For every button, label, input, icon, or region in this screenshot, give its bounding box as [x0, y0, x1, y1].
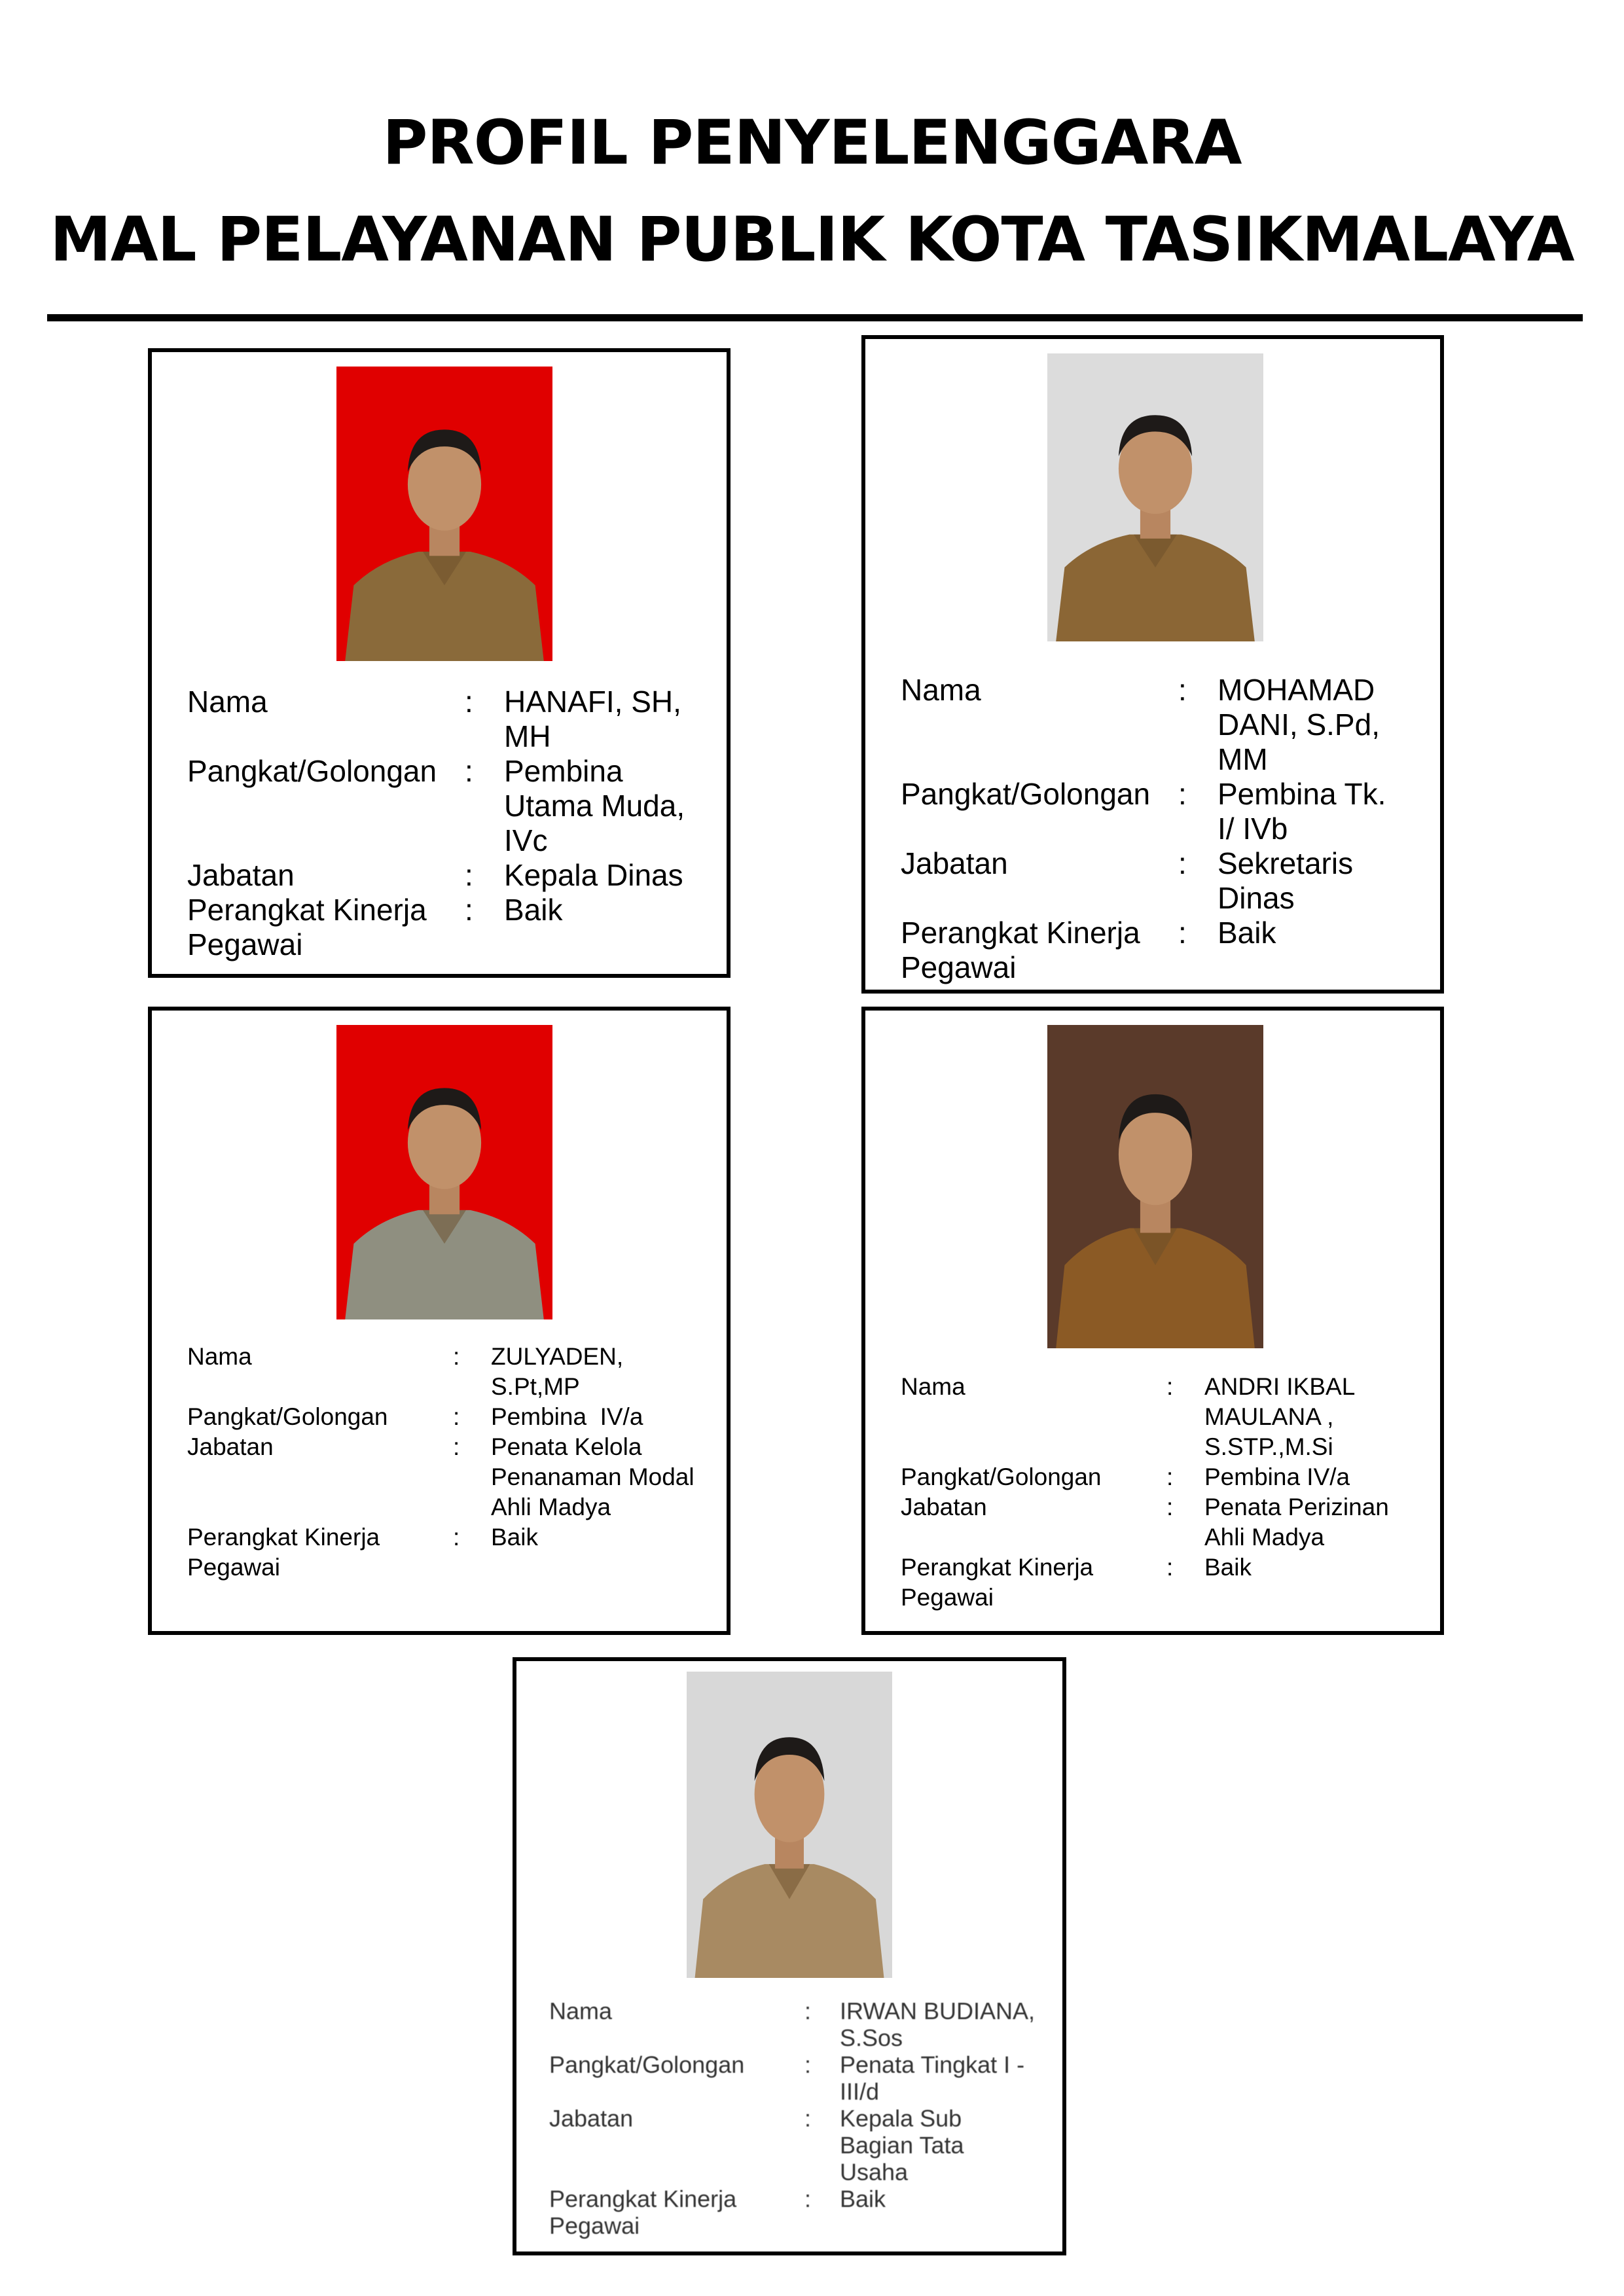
colon: :: [453, 1524, 460, 1551]
label-kinerja: Perangkat Kinerja Pegawai: [901, 916, 1140, 984]
colon: :: [804, 1998, 812, 2024]
profile-photo-1: [336, 367, 552, 661]
title-divider: [47, 314, 1583, 321]
profile-photo-4: [1047, 1025, 1263, 1348]
colon: :: [465, 754, 473, 788]
colon: :: [453, 1343, 460, 1370]
profile-info-4: [901, 1372, 1424, 1613]
label-kinerja: Perangkat Kinerja Pegawai: [901, 1554, 1094, 1611]
colon: :: [804, 2105, 812, 2132]
value-nama: HANAFI, SH, MH: [504, 685, 681, 753]
label-kinerja: Perangkat Kinerja Pegawai: [187, 1524, 380, 1581]
label-nama: Nama: [549, 1998, 613, 2024]
colon: :: [1178, 777, 1187, 811]
colon: :: [453, 1403, 460, 1430]
value-pangkat: Penata Tingkat I - III/d: [840, 2051, 1025, 2105]
label-pangkat: Pangkat/Golongan: [187, 754, 437, 788]
page-title-line-1: PROFIL PENYELENGGARA: [382, 107, 1242, 179]
label-jabatan: Jabatan: [901, 846, 1008, 880]
value-kinerja: Baik: [1204, 1554, 1252, 1581]
profile-card-5: [513, 1657, 1066, 2255]
profile-info-5: [549, 1998, 1053, 2239]
label-nama: Nama: [187, 1343, 252, 1370]
page-title-line-2: MAL PELAYANAN PUBLIK KOTA TASIKMALAYA: [50, 204, 1574, 276]
colon: :: [465, 858, 473, 892]
colon: :: [453, 1433, 460, 1460]
label-pangkat: Pangkat/Golongan: [187, 1403, 388, 1430]
profile-info-1: [187, 685, 711, 962]
label-jabatan: Jabatan: [549, 2105, 634, 2132]
label-jabatan: Jabatan: [187, 1433, 274, 1460]
label-kinerja: Perangkat Kinerja Pegawai: [187, 893, 427, 961]
value-jabatan: Sekretaris Dinas: [1218, 846, 1354, 915]
value-kinerja: Baik: [840, 2185, 886, 2212]
value-nama: ZULYADEN, S.Pt,MP: [491, 1343, 624, 1400]
value-jabatan: Kepala Dinas: [504, 858, 683, 892]
label-jabatan: Jabatan: [187, 858, 295, 892]
value-nama: MOHAMAD DANI, S.Pd, MM: [1218, 673, 1380, 776]
colon: :: [465, 893, 473, 927]
value-pangkat: Pembina IV/a: [1204, 1463, 1350, 1490]
colon: :: [1166, 1494, 1174, 1520]
label-nama: Nama: [901, 673, 981, 707]
profile-photo-3: [336, 1025, 552, 1319]
value-pangkat: Pembina Utama Muda, IVc: [504, 754, 685, 857]
profile-card-4: [861, 1007, 1444, 1635]
value-pangkat: Pembina IV/a: [491, 1403, 643, 1430]
value-kinerja: Baik: [491, 1524, 538, 1551]
label-pangkat: Pangkat/Golongan: [901, 777, 1151, 811]
profile-info-2: [901, 673, 1424, 985]
colon: :: [1178, 916, 1187, 950]
colon: :: [804, 2051, 812, 2078]
colon: :: [1166, 1463, 1174, 1490]
profile-info-3: [187, 1342, 711, 1583]
label-nama: Nama: [187, 685, 268, 719]
label-pangkat: Pangkat/Golongan: [549, 2051, 745, 2078]
colon: :: [1178, 673, 1187, 707]
colon: :: [465, 685, 473, 719]
label-nama: Nama: [901, 1373, 965, 1400]
profile-card-1: [148, 348, 731, 978]
value-nama: IRWAN BUDIANA, S.Sos: [840, 1998, 1036, 2051]
value-jabatan: Penata Perizinan Ahli Madya: [1204, 1494, 1389, 1551]
profile-photo-2: [1047, 353, 1263, 641]
colon: :: [1166, 1373, 1174, 1400]
value-kinerja: Baik: [1218, 916, 1276, 950]
value-kinerja: Baik: [504, 893, 563, 927]
profile-card-2: [861, 335, 1444, 994]
colon: :: [1166, 1554, 1174, 1581]
label-kinerja: Perangkat Kinerja Pegawai: [549, 2185, 737, 2239]
value-jabatan: Kepala Sub Bagian Tata Usaha: [840, 2105, 964, 2185]
label-pangkat: Pangkat/Golongan: [901, 1463, 1102, 1490]
value-pangkat: Pembina Tk. I/ IVb: [1218, 777, 1386, 846]
profile-photo-5: [687, 1672, 892, 1978]
label-jabatan: Jabatan: [901, 1494, 987, 1520]
colon: :: [1178, 846, 1187, 880]
colon: :: [804, 2185, 812, 2212]
value-nama: ANDRI IKBAL MAULANA , S.STP.,M.Si: [1204, 1373, 1354, 1460]
profile-card-3: [148, 1007, 731, 1635]
value-jabatan: Penata Kelola Penanaman Modal Ahli Madya: [491, 1433, 695, 1520]
